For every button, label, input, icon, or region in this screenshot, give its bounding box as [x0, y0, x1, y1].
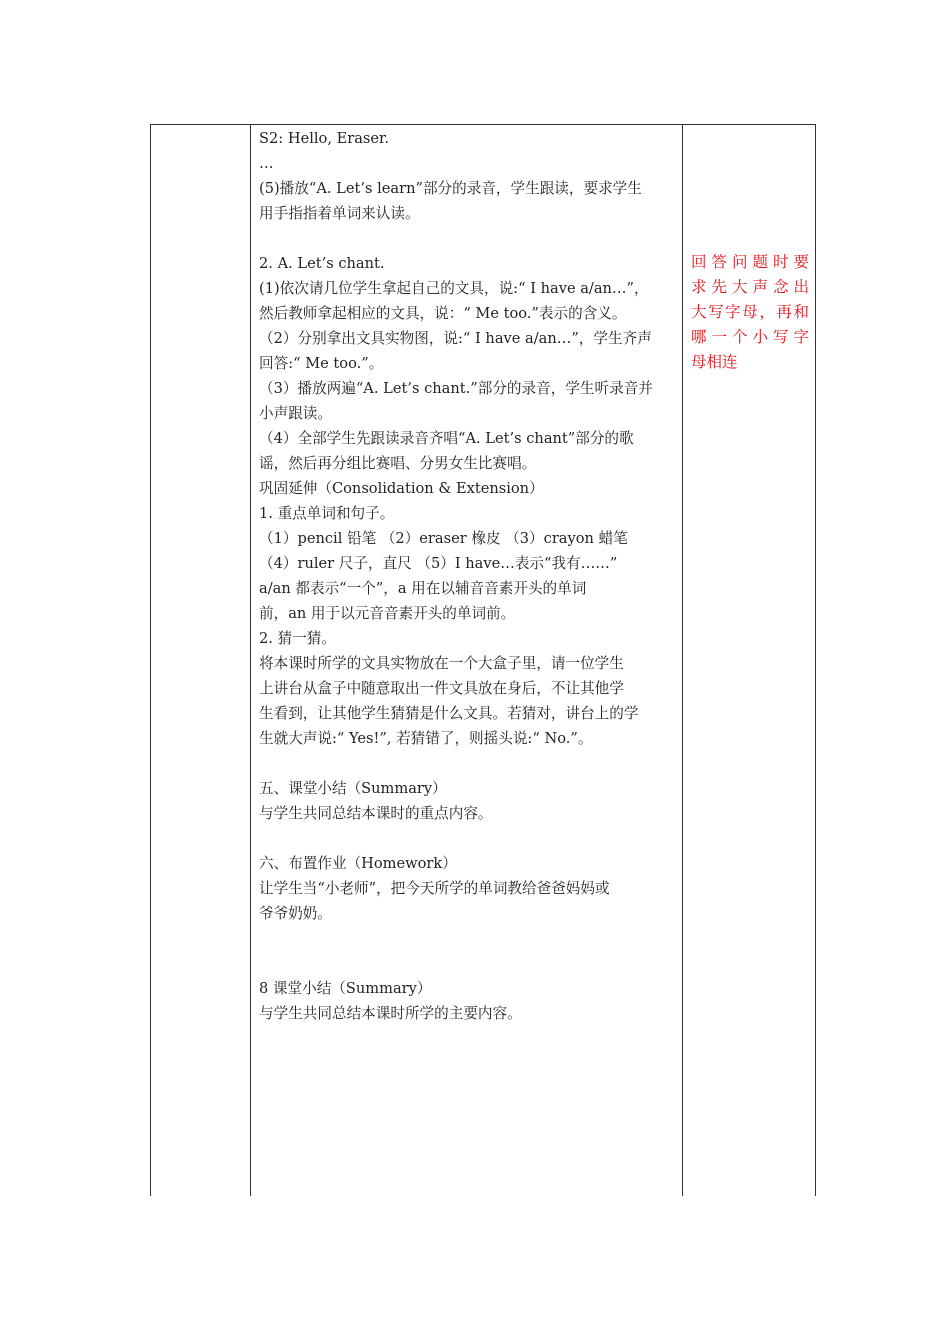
text-line: （3）播放两遍“A. Let’s chant.”部分的录音，学生听录音并	[259, 380, 653, 397]
text-line: （2）分别拿出文具实物图，说:“ I have a/an…”，学生齐声	[259, 330, 652, 347]
text-line: （1）pencil 铅笔 （2）eraser 橡皮 （3）crayon 蜡笔	[259, 530, 628, 547]
text-line: a/an 都表示“一个”，a 用在以辅音音素开头的单词	[259, 580, 587, 597]
text-line: （4）ruler 尺子，直尺 （5）I have…表示“我有……”	[259, 555, 618, 572]
blank-line	[259, 751, 677, 776]
note-line: 大写字母，再和	[691, 303, 809, 321]
text-line: 生就大声说:“ Yes!”, 若猜错了，则摇头说:“ No.”。	[259, 730, 593, 747]
note-line: 求先大声念出	[691, 278, 809, 296]
blank-line	[259, 926, 677, 976]
section-heading: 六、布置作业（Homework）	[259, 855, 457, 872]
text-line: 2. 猜一猜。	[259, 630, 336, 647]
text-line: 小声跟读。	[259, 405, 332, 422]
text-line: 2. A. Let’s chant.	[259, 255, 385, 272]
section-heading: 8 课堂小结（Summary）	[259, 980, 432, 997]
teacher-note	[691, 250, 809, 375]
text-line: 爷爷奶奶。	[259, 905, 332, 922]
text-line: 与学生共同总结本课时的重点内容。	[259, 805, 493, 822]
lesson-procedure-column	[259, 126, 677, 1026]
table-border-right	[815, 124, 816, 1196]
text-line: 回答:“ Me too.”。	[259, 355, 384, 372]
text-line: 与学生共同总结本课时所学的主要内容。	[259, 1005, 522, 1022]
text-line: 上讲台从盒子中随意取出一件文具放在身后，不让其他学	[259, 680, 624, 697]
text-line: 巩固延伸（Consolidation & Extension）	[259, 480, 544, 497]
text-line: 生看到，让其他学生猜猜是什么文具。若猜对，讲台上的学	[259, 705, 639, 722]
note-line: 母相连	[691, 353, 738, 371]
text-line: 将本课时所学的文具实物放在一个大盒子里，请一位学生	[259, 655, 624, 672]
text-line: 1. 重点单词和句子。	[259, 505, 395, 522]
text-line: S2: Hello, Eraser.	[259, 130, 390, 147]
text-line: …	[259, 155, 274, 172]
note-line: 哪一个小写字	[691, 328, 809, 346]
text-line: 然后教师拿起相应的文具，说：“ Me too.”表示的含义。	[259, 305, 627, 322]
note-line: 回答问题时要	[691, 253, 809, 271]
section-heading: 五、课堂小结（Summary）	[259, 780, 447, 797]
table-border-col2	[682, 124, 683, 1196]
text-line: 谣，然后再分组比赛唱、分男女生比赛唱。	[259, 455, 537, 472]
text-line: 用手指指着单词来认读。	[259, 205, 420, 222]
text-line: 前，an 用于以元音音素开头的单词前。	[259, 605, 516, 622]
text-line: 让学生当“小老师”，把今天所学的单词教给爸爸妈妈或	[259, 880, 610, 897]
blank-line	[259, 826, 677, 851]
table-border-col1	[250, 124, 251, 1196]
text-line: （4）全部学生先跟读录音齐唱“A. Let’s chant”部分的歌	[259, 430, 634, 447]
blank-line	[259, 226, 677, 251]
text-line: (1)依次请几位学生拿起自己的文具，说:“ I have a/an…”，	[259, 280, 649, 297]
table-border-left	[150, 124, 151, 1196]
text-line: (5)播放“A. Let’s learn”部分的录音，学生跟读，要求学生	[259, 180, 642, 197]
